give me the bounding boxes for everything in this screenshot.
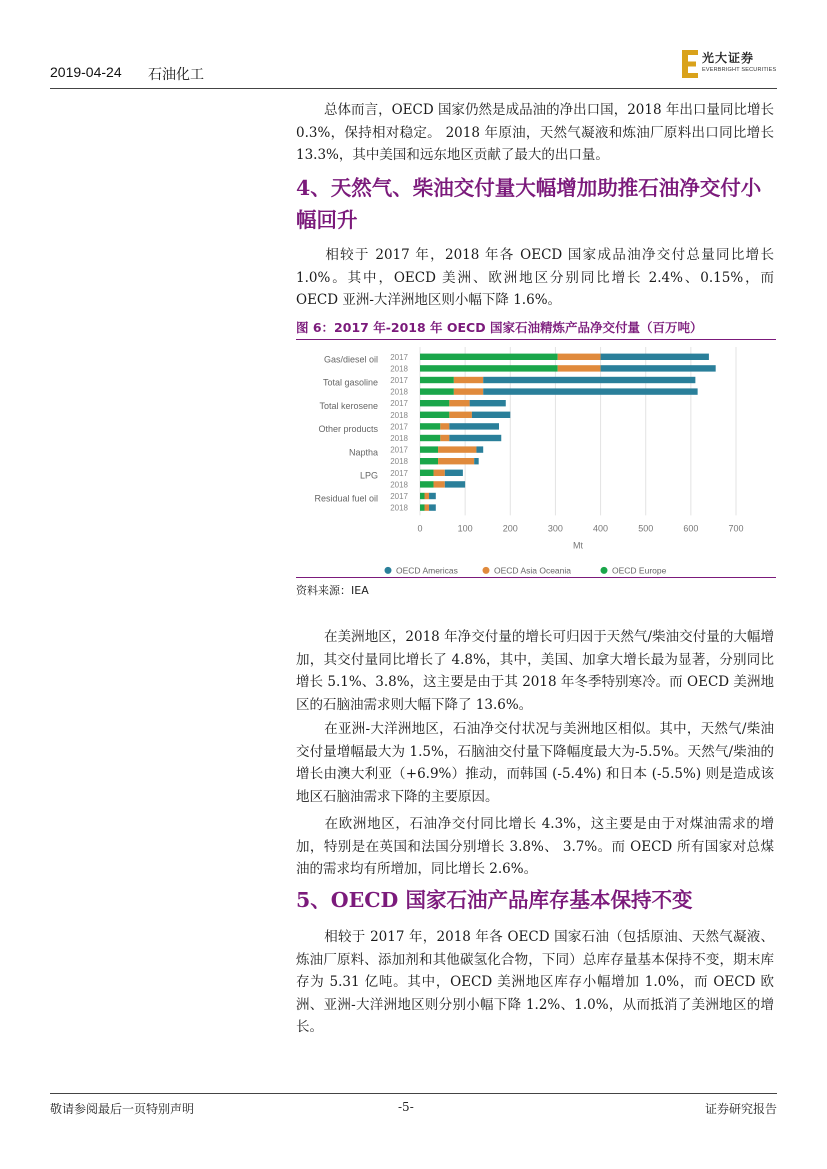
year-label: 2018 bbox=[390, 434, 408, 443]
paragraph-text: 相较于 2017 年，2018 年各 OECD 国家成品油净交付总量同比增长 1.0%。其中，OECD 美洲、欧洲地区分别同比增长 2.4%、0.15%，而 OECD 亚洲-大洋洲地区则小幅下降 1.6%。 bbox=[296, 247, 774, 308]
footer-divider bbox=[50, 1093, 777, 1094]
bar-segment bbox=[438, 458, 474, 464]
year-label: 2018 bbox=[390, 503, 408, 513]
legend-marker bbox=[483, 567, 490, 574]
section-heading-5: 5、OECD 国家石油产品库存基本保持不变 bbox=[296, 888, 693, 912]
bar-segment bbox=[420, 493, 425, 499]
category-label: Other products bbox=[318, 424, 378, 435]
paragraph-text: 总体而言，OECD 国家仍然是成品油的净出口国，2018 年出口量同比增长 0.3%，保持相对稳定。 2018 年原油，天然气凝液和炼油厂原料出口同比增长 13.3%，其中美国和远东地区贡献了最大的出口量。 bbox=[296, 102, 774, 163]
paragraph-text: 在亚洲-大洋洲地区，石油净交付状况与美洲地区相似。其中，天然气/柴油交付量增幅最大为 1.5%，石脑油交付量下降幅度最大为-5.5%。天然气/柴油的增长由澳大利亚（+6.9%）推动，而韩国 (-5.4%) 和日本 (-5.5%) 则是造成该地区石脑油需求下降的主要原因。 bbox=[296, 721, 774, 805]
bar-segment bbox=[558, 365, 601, 371]
year-label: 2018 bbox=[390, 410, 408, 420]
x-tick-label: 500 bbox=[638, 523, 654, 534]
paragraph-inventory bbox=[296, 926, 774, 1039]
bar-segment bbox=[420, 388, 454, 394]
year-label: 2018 bbox=[390, 457, 408, 467]
year-label: 2017 bbox=[390, 399, 408, 409]
paragraph-text: 在美洲地区，2018 年净交付量的增长可归因于天然气/柴油交付量的大幅增加，其交付量同比增长了 4.8%，其中，美国、加拿大增长最为显著，分别同比增长 5.1%、3.8%，这主要是由于其 2018 年冬季特别寒冷。而 OECD 美洲地区的石脑油需求则大幅下降了 13.6%。 bbox=[296, 629, 774, 713]
category-label: Gas/diesel oil bbox=[323, 354, 378, 365]
x-tick-label: 300 bbox=[547, 523, 563, 534]
bar-segment bbox=[601, 354, 709, 360]
footer-report-type: 证券研究报告 bbox=[704, 1102, 777, 1116]
year-label: 2017 bbox=[390, 445, 408, 455]
year-label: 2017 bbox=[390, 492, 408, 501]
category-label: Naptha bbox=[348, 447, 378, 458]
figure-title: 图 6：2017 年-2018 年 OECD 国家石油精炼产品净交付量（百万吨） bbox=[296, 320, 703, 335]
category-label: Total kerosene bbox=[319, 400, 378, 411]
bar-segment bbox=[429, 493, 436, 499]
bar-segment bbox=[440, 435, 449, 441]
category-label: Residual fuel oil bbox=[314, 493, 378, 504]
chart-axis bbox=[417, 523, 743, 550]
bar-segment bbox=[454, 388, 483, 394]
page-header bbox=[50, 51, 777, 86]
company-logo bbox=[682, 48, 777, 82]
chart-gridlines bbox=[420, 347, 736, 515]
bar-segment bbox=[449, 412, 472, 418]
legend-marker bbox=[601, 567, 608, 574]
bar-segment bbox=[420, 354, 558, 360]
x-tick-label: 700 bbox=[728, 523, 744, 534]
section-heading-4: 4、天然气、柴油交付量大幅增加助推石油净交付小幅回升 bbox=[296, 176, 762, 232]
page-number: -5- bbox=[398, 1100, 414, 1114]
x-tick-label: 200 bbox=[502, 523, 518, 534]
bar-segment bbox=[449, 435, 501, 441]
bar-segment bbox=[420, 481, 434, 487]
bar-segment bbox=[434, 470, 445, 476]
x-tick-label: 600 bbox=[683, 523, 699, 534]
bar-segment bbox=[420, 435, 440, 441]
bar-segment bbox=[449, 400, 469, 406]
bar-segment bbox=[420, 412, 449, 418]
legend-marker bbox=[385, 567, 392, 574]
figure-rule-bottom bbox=[296, 577, 776, 578]
bar-segment bbox=[420, 504, 425, 510]
paragraph-europe bbox=[296, 813, 774, 881]
bar-segment bbox=[470, 400, 506, 406]
bar-segment bbox=[420, 365, 558, 371]
bar-segment bbox=[483, 377, 695, 383]
year-label: 2017 bbox=[390, 352, 408, 362]
legend-label: OECD Europe bbox=[612, 565, 667, 575]
logo-name-cn: 光大证券 bbox=[702, 51, 755, 65]
bar-segment bbox=[440, 423, 449, 429]
bar-segment bbox=[472, 412, 510, 418]
figure-rule-top bbox=[296, 339, 776, 340]
paragraph-export-summary bbox=[296, 99, 774, 167]
year-label: 2018 bbox=[390, 387, 408, 397]
chart-legend bbox=[385, 565, 667, 575]
bar-segment bbox=[420, 423, 440, 429]
x-tick-label: 400 bbox=[593, 523, 609, 534]
bar-segment bbox=[429, 504, 436, 510]
bar-segment bbox=[449, 423, 499, 429]
bar-segment bbox=[420, 458, 438, 464]
chart-bars bbox=[420, 354, 716, 511]
bar-segment bbox=[420, 470, 434, 476]
bar-segment bbox=[483, 388, 697, 394]
bar-segment bbox=[474, 458, 479, 464]
delivery-stacked-bar-chart bbox=[296, 341, 776, 575]
bar-segment bbox=[434, 481, 445, 487]
logo-name-en: EVERBRIGHT SECURITIES bbox=[702, 67, 777, 73]
bar-segment bbox=[420, 377, 454, 383]
bar-segment bbox=[454, 377, 483, 383]
bar-segment bbox=[445, 470, 463, 476]
legend-label: OECD Asia Oceania bbox=[494, 565, 572, 575]
bar-segment bbox=[601, 365, 716, 371]
report-sector: 石油化工 bbox=[148, 67, 204, 83]
x-tick-label: 100 bbox=[457, 523, 473, 534]
bar-segment bbox=[558, 354, 601, 360]
paragraph-americas bbox=[296, 626, 774, 716]
bar-segment bbox=[445, 481, 465, 487]
year-label: 2017 bbox=[390, 468, 408, 478]
year-label: 2018 bbox=[390, 364, 408, 374]
paragraph-asia-oceania bbox=[296, 718, 774, 808]
bar-segment bbox=[420, 446, 438, 452]
paragraph-deliveries bbox=[296, 244, 774, 312]
year-label: 2017 bbox=[390, 376, 408, 385]
category-label: LPG bbox=[359, 470, 378, 481]
bar-segment bbox=[438, 446, 476, 452]
report-date: 2019-04-24 bbox=[50, 64, 122, 80]
x-axis-label: Mt bbox=[573, 540, 583, 551]
logo-mark-icon bbox=[682, 50, 698, 78]
figure-source: 资料来源：IEA bbox=[296, 584, 369, 597]
chart-category-labels bbox=[314, 353, 408, 513]
year-label: 2018 bbox=[390, 480, 408, 490]
bar-segment bbox=[425, 493, 430, 499]
category-label: Total gasoline bbox=[322, 377, 378, 388]
bar-segment bbox=[425, 504, 430, 510]
year-label: 2017 bbox=[390, 422, 408, 432]
footer-disclaimer: 敬请参阅最后一页特别声明 bbox=[50, 1102, 195, 1116]
bar-segment bbox=[420, 400, 449, 406]
paragraph-text: 在欧洲地区，石油净交付同比增长 4.3%，这主要是由于对煤油需求的增加，特别是在英国和法国分别增长 3.8%、 3.7%。而 OECD 所有国家对总煤油的需求均有所增加，同比增长 2.6%。 bbox=[296, 816, 774, 877]
paragraph-text: 相较于 2017 年，2018 年各 OECD 国家石油（包括原油、天然气凝液、炼油厂原料、添加剂和其他碳氢化合物，下同）总库存量基本保持不变，期末库存为 5.31 亿吨。其中，OECD 美洲地区库存小幅增加 1.0%，而 OECD 欧洲、亚洲-大洋洲地区则分别小幅下降 1.2%、1.0%，从而抵消了美洲地区的增长。 bbox=[296, 929, 774, 1035]
x-tick-label: 0 bbox=[417, 523, 423, 534]
header-divider bbox=[50, 88, 777, 89]
legend-label: OECD Americas bbox=[396, 565, 458, 575]
bar-segment bbox=[476, 446, 483, 452]
